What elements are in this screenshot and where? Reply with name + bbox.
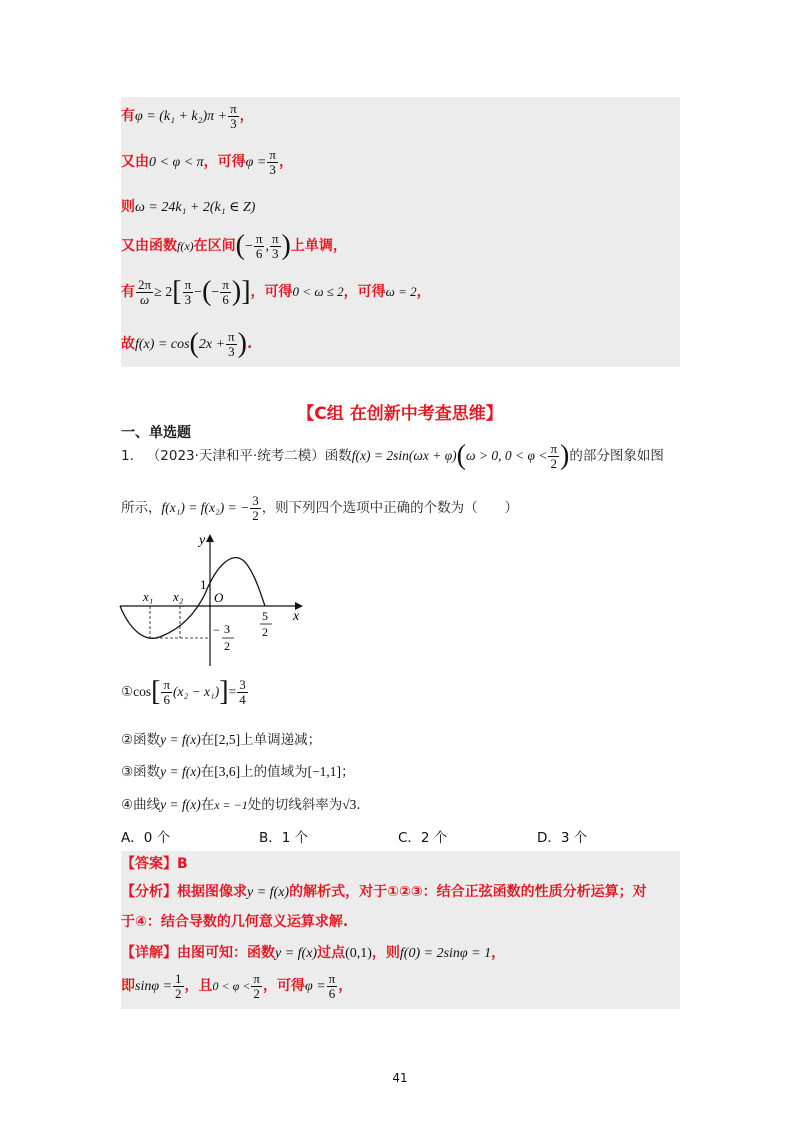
detail-line-2: 即sinφ = $\frac{1}{2}$ ，且0 < φ < $\frac{\pi}{2}$ ，可得φ = $\frac{\pi}{6}$ ， <box>121 971 353 1001</box>
option-a: A．0 个 <box>121 830 171 846</box>
solution-line-3: 则ω = 24k₁ + 2(k₁ ∈ Z) <box>121 199 256 215</box>
statement-2: ②函数y = f(x)在[2,5]上单调递减； <box>121 732 322 748</box>
section-title: 【C组 在创新中考查思维】 <box>297 404 503 424</box>
neg-label: − <box>213 623 220 637</box>
y-axis-arrow <box>206 534 214 542</box>
five-label: 5 <box>262 609 268 623</box>
statement-3: ③函数y = f(x)在[3,6]上的值域为[−1,1]； <box>121 764 355 780</box>
one-label: 1 <box>200 577 207 592</box>
y-label: y <box>199 533 206 548</box>
option-c: C．2 个 <box>398 830 448 846</box>
answer-line: 【答案】B <box>121 856 188 872</box>
question-line-2: 所示，f(x₁) = f(x₂) = − $\frac{3}{2}$ ，则下列四个选项中正确的个数为（ ） <box>121 493 519 523</box>
solution-line-4: 又由函数f(x)在区间(− $\frac{\pi}{6}$ , $\frac{\pi}{3}$ )上单调， <box>121 230 347 261</box>
solution-line-2: 又由0 < φ < π，可得φ = $\frac{\pi}{3}$ ， <box>121 147 293 177</box>
page-number: 41 <box>392 1071 408 1085</box>
option-b: B．1 个 <box>259 830 309 846</box>
two-label: 2 <box>262 625 268 639</box>
origin-label: O <box>214 590 224 605</box>
detail-line-1: 【详解】由图可知：函数y = f(x)过点(0,1)，则f(0) = 2sinφ = 1， <box>121 945 506 961</box>
section-heading: 一、单选题 <box>121 425 191 441</box>
solution-line-1: 有φ = (k₁ + k₂)π + $\frac{\pi}{3}$ ， <box>121 101 254 131</box>
x-label: x <box>293 609 300 624</box>
analysis-line-2: 于④：结合导数的几何意义运算求解. <box>121 914 349 930</box>
two-b-label: 2 <box>224 639 230 653</box>
three-label: 3 <box>224 622 230 636</box>
x1-label: x₁ <box>143 589 154 604</box>
statement-1: ①cos[ $\frac{\pi}{6}$ (x₂ − x₁)]= $\frac{3}{4}$ <box>121 676 246 707</box>
function-graph <box>115 532 305 672</box>
x2-label: x₂ <box>173 589 184 604</box>
sine-curve <box>120 558 265 639</box>
solution-line-5: 有 $\frac{2\pi}{\omega}$ ≥ 2[ $\frac{\pi}{3}$ −(− $\frac{\pi}{6}$ )]，可得0 < ω ≤ 2，可得ω = 2， <box>121 276 431 307</box>
statement-4: ④曲线y = f(x)在x = −1处的切线斜率为√3. <box>121 797 361 813</box>
question-line-1: 1. （2023·天津和平·统考二模）函数f(x) = 2sin(ωx + φ)(ω > 0, 0 < φ < $\frac{\pi}{2}$ )的部分图象如图 <box>121 440 664 471</box>
solution-line-6: 故f(x) = cos(2x + $\frac{\pi}{3}$ ). <box>121 328 253 359</box>
option-d: D．3 个 <box>537 830 588 846</box>
analysis-line-1: 【分析】根据图像求y = f(x)的解析式，对于①②③：结合正弦函数的性质分析运算；对 <box>121 884 647 900</box>
